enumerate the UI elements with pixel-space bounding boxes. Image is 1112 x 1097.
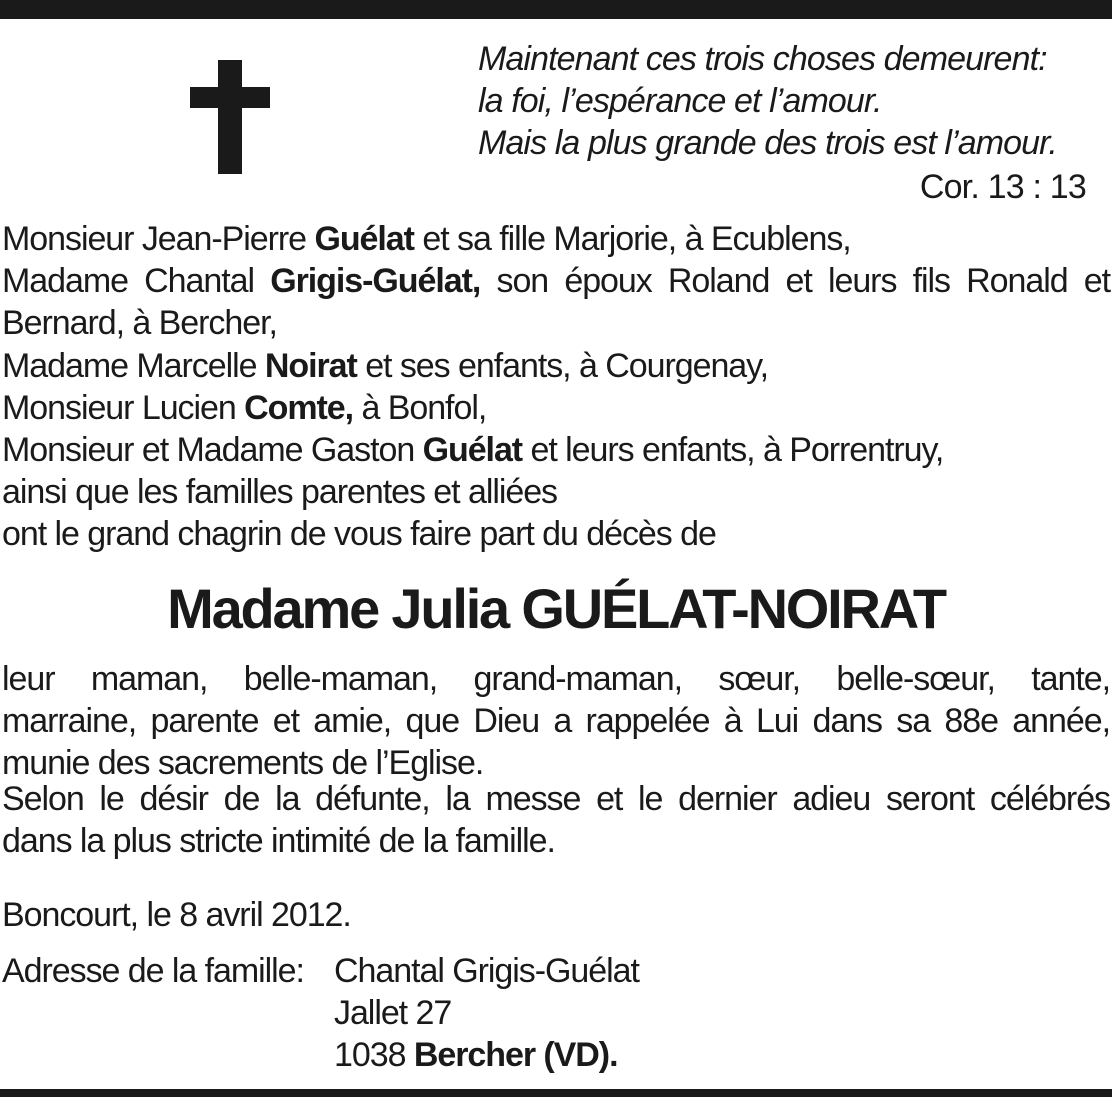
address-city: Bercher (VD). <box>413 1036 618 1075</box>
relations-line: marraine, parente et amie, que Dieu a rappelée à Lui dans sa 88e année, <box>2 702 1110 741</box>
family-line: Madame Marcelle Noirat et ses enfants, à Courgenay, <box>2 346 768 385</box>
family-line: Monsieur et Madame Gaston Guélat et leurs enfants, à Porrentruy, <box>2 431 944 470</box>
family-surname: Noirat <box>264 346 357 385</box>
verse-line: la foi, l’espérance et l’amour. <box>478 82 882 120</box>
family-list <box>2 218 1110 556</box>
ceremony-line: Selon le désir de la défunte, la messe et le dernier adieu seront célébrés <box>2 780 1110 818</box>
ceremony-line: dans la plus stricte intimité de la famille. <box>2 822 555 861</box>
relations-line: munie des sacrements de l’Eglise. <box>2 744 484 783</box>
family-line: Monsieur Jean-Pierre Guélat et sa fille Marjorie, à Ecublens, <box>2 220 851 258</box>
bible-verse <box>478 38 1098 164</box>
family-line: Bernard, à Bercher, <box>2 304 277 343</box>
verse-line: Maintenant ces trois choses demeurent: <box>478 40 1047 78</box>
address-name: Chantal Grigis-Guélat <box>334 952 639 990</box>
cross-icon <box>190 60 270 174</box>
family-surname: Comte, <box>244 388 354 427</box>
ceremony-paragraph <box>2 778 1110 862</box>
address-postcode: 1038 <box>334 1036 406 1075</box>
family-line: Madame Chantal Grigis-Guélat, son époux Roland et leurs fils Ronald et <box>2 262 1110 301</box>
family-surname: Grigis-Guélat, <box>270 262 481 301</box>
address-row <box>2 1034 618 1076</box>
family-line: ainsi que les familles parentes et alliées <box>2 473 558 512</box>
address-label: Adresse de la famille: <box>2 952 304 990</box>
family-surname: Guélat <box>314 220 414 258</box>
address-street: Jallet 27 <box>334 994 452 1033</box>
deceased-name: Madame Julia GUÉLAT-NOIRAT <box>167 577 945 640</box>
address-row <box>2 992 452 1034</box>
verse-reference: Cor. 13 : 13 <box>919 168 1086 206</box>
family-line: ont le grand chagrin de vous faire part du décès de <box>2 515 716 554</box>
family-line: Monsieur Lucien Comte, à Bonfol, <box>2 388 487 427</box>
relations-paragraph <box>2 658 1110 785</box>
verse-line: Mais la plus grande des trois est l’amour. <box>478 124 1057 162</box>
relations-line: leur maman, belle-maman, grand-maman, sœur, belle-sœur, tante, <box>2 660 1110 698</box>
address-row <box>2 950 639 992</box>
address-city-line <box>334 1034 617 1076</box>
family-surname: Guélat <box>422 431 523 470</box>
bottom-rule <box>0 1089 1112 1097</box>
top-rule <box>0 0 1112 19</box>
place-date: Boncourt, le 8 avril 2012. <box>2 896 351 934</box>
family-address <box>2 950 639 1077</box>
